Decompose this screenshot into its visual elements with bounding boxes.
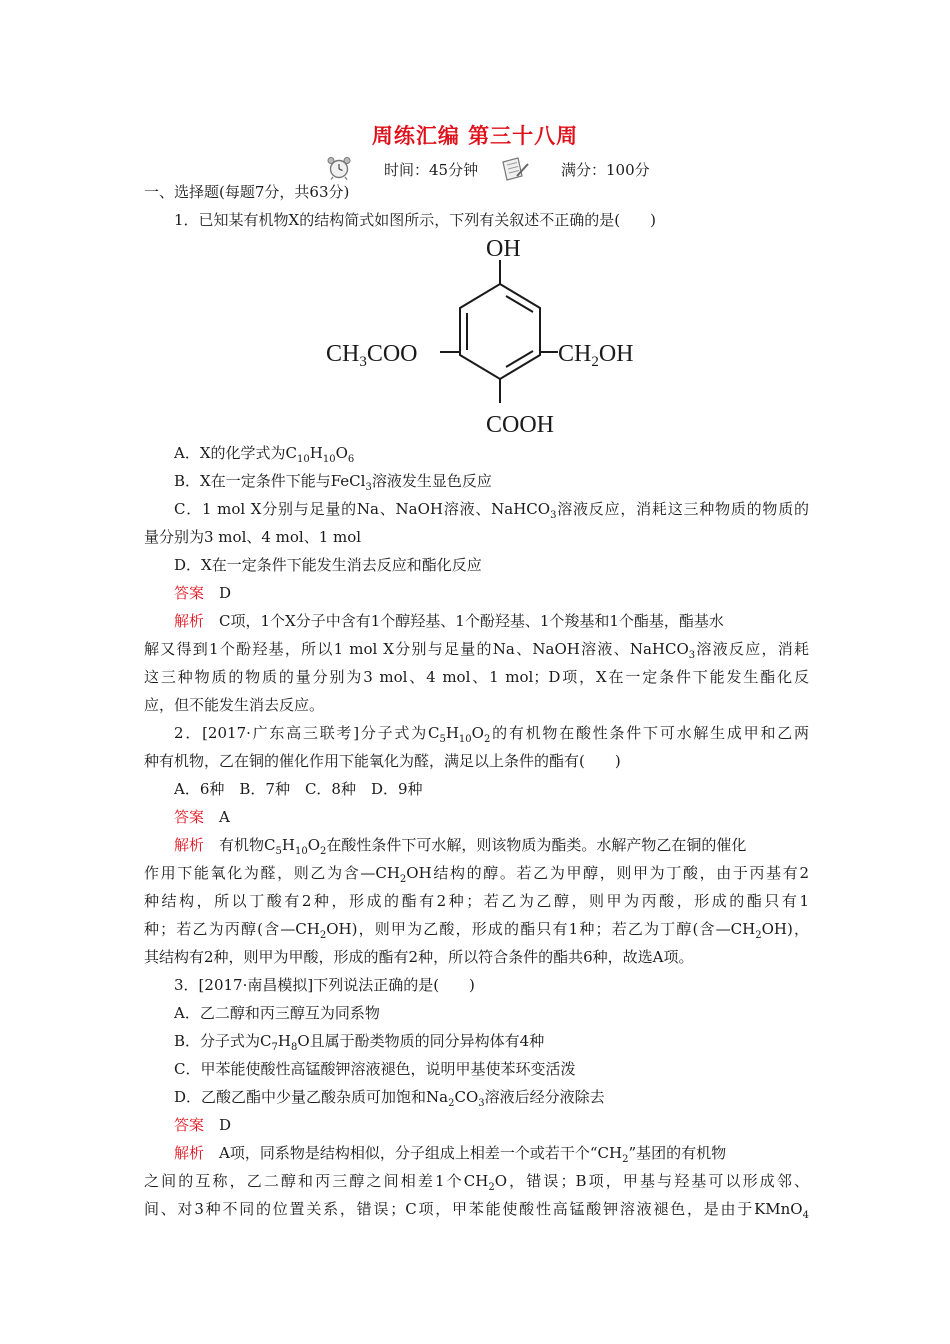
q1-analysis-line3: 这三种物质的物质的量分别为3 mol、4 mol、1 mol；D项，X在一定条件下能发生酯化反 bbox=[144, 668, 809, 686]
q2-analysis-line3: 种结构，所以丁酸有2种，形成的酯有2种；若乙为乙醇，则甲为丙酸，形成的酯只有1 bbox=[144, 892, 809, 910]
q3-option-d: D．乙酸乙酯中少量乙酸杂质可加饱和$Na_2CO_3$溶液后经分液除去 bbox=[174, 1088, 605, 1109]
substituent-bottom: COOH bbox=[486, 412, 555, 438]
answer-tag: 答案 bbox=[174, 808, 205, 826]
substituent-right: $CH_2OH$ bbox=[558, 341, 634, 370]
q3-option-a: A．乙二醇和丙三醇互为同系物 bbox=[174, 1004, 380, 1022]
q1-analysis-line1 bbox=[174, 607, 809, 635]
substituent-left: $CH_3COO$ bbox=[326, 341, 418, 370]
page-title: 周练汇编 第三十八周 bbox=[371, 123, 579, 148]
q1-option-c-line2: 量分别为3 mol、4 mol、1 mol bbox=[144, 528, 362, 546]
analysis-tag: 解析 bbox=[174, 1144, 205, 1162]
q1-option-d: D．X在一定条件下能发生消去反应和酯化反应 bbox=[174, 556, 482, 574]
q1-stem: 1．已知某有机物X的结构简式如图所示，下列有关叙述不正确的是( ) bbox=[174, 211, 656, 229]
q3-analysis-line3: 间、对3种不同的位置关系，错误；C项，甲苯能使酸性高锰酸钾溶液褪色，是由于KMnO$_4$ bbox=[144, 1200, 809, 1221]
q2-analysis-line4: 种；若乙为丙醇(含$—CH_2OH$)，则甲为乙酸，形成的酯只有1种；若乙为丁醇(含$—CH_2OH$)， bbox=[144, 920, 809, 941]
q3-option-b: B．分子式为$C_7H_8O$且属于酚类物质的同分异构体有4种 bbox=[174, 1032, 545, 1053]
q3-answer bbox=[174, 1111, 809, 1139]
q3-analysis-text1: A项，同系物是结构相似，分子组成上相差一个或若干个“$CH_2$”基团的有机物 bbox=[219, 1144, 727, 1165]
q1-analysis-line4: 应，但不能发生消去反应。 bbox=[144, 696, 325, 714]
q3-analysis-line1 bbox=[174, 1139, 809, 1167]
q1-option-c-line1: C．1 mol X分别与足量的Na、NaOH溶液、NaHCO$_3$溶液反应，消耗这三种物质的物质的 bbox=[174, 500, 809, 521]
q1-structure-diagram bbox=[320, 230, 670, 442]
q2-analysis-text1: 有机物$C_5H_{10}O_2$在酸性条件下可水解，则该物质为酯类。水解产物乙在铜的催化 bbox=[219, 836, 747, 857]
analysis-tag: 解析 bbox=[174, 836, 205, 854]
q1-option-b: B．X在一定条件下能与FeCl$_3$溶液发生显色反应 bbox=[174, 472, 492, 493]
q2-options: A．6种 B．7种 C．8种 D．9种 bbox=[174, 780, 423, 798]
q2-analysis-line1 bbox=[174, 831, 809, 859]
q3-option-c: C．甲苯能使酸性高锰酸钾溶液褪色，说明甲基使苯环变活泼 bbox=[174, 1060, 576, 1078]
q2-stem-line2: 种有机物，乙在铜的催化作用下能氧化为醛，满足以上条件的酯有( ) bbox=[144, 752, 621, 770]
exam-score: 满分：100分 bbox=[561, 161, 650, 179]
q2-analysis-line2: 作用下能氧化为醛，则乙为含$—CH_2OH$结构的醇。若乙为甲醇，则甲为丁酸，由于丙基有2 bbox=[144, 864, 809, 885]
q3-stem: 3．[2017·南昌模拟]下列说法正确的是( ) bbox=[174, 976, 475, 994]
analysis-tag: 解析 bbox=[174, 612, 205, 630]
q1-analysis-line2: 解又得到1个酚羟基，所以1 mol X分别与足量的Na、NaOH溶液、NaHCO$_3$溶液反应，消耗 bbox=[144, 640, 809, 661]
exam-time: 时间：45分钟 bbox=[384, 161, 479, 179]
q1-answer bbox=[174, 579, 809, 607]
substituent-top: OH bbox=[486, 236, 521, 262]
answer-tag: 答案 bbox=[174, 1116, 205, 1134]
q2-stem-line1: 2．[2017·广东高三联考]分子式为$C_5H_{10}O_2$的有机物在酸性条件下可水解生成甲和乙两 bbox=[174, 724, 809, 745]
q3-analysis-line2: 之间的互称，乙二醇和丙三醇之间相差1个$CH_2O$，错误；B项，甲基与羟基可以形成邻、 bbox=[144, 1172, 810, 1193]
q1-answer-value: D bbox=[219, 584, 232, 602]
q2-analysis-line5: 其结构有2种，则甲为甲酸，形成的酯有2种，所以符合条件的酯共6种，故选A项。 bbox=[144, 948, 694, 966]
section-heading: 一、选择题(每题7分，共63分) bbox=[144, 183, 350, 201]
q2-answer bbox=[174, 803, 809, 831]
q1-analysis-text1: C项，1个X分子中含有1个醇羟基、1个酚羟基、1个羧基和1个酯基，酯基水 bbox=[219, 612, 724, 630]
q1-option-a: A．X的化学式为$C_{10}H_{10}O_6$ bbox=[174, 444, 355, 465]
q2-answer-value: A bbox=[219, 808, 230, 826]
q3-answer-value: D bbox=[219, 1116, 232, 1134]
answer-tag: 答案 bbox=[174, 584, 205, 602]
